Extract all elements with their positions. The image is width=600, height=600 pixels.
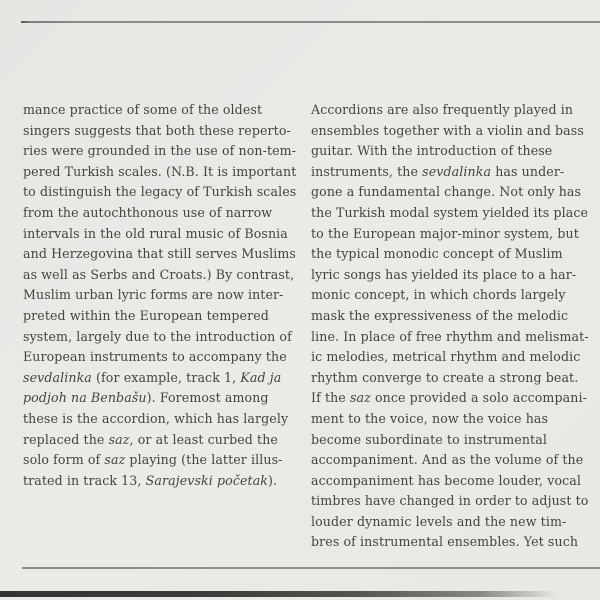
text-segment: ment to the voice, now the voice has [311, 410, 549, 426]
text-segment: ). Foremost among [146, 390, 269, 406]
text-segment: mance practice of some of the oldest [23, 102, 263, 117]
text-segment: once provided a solo accompani- [370, 390, 587, 406]
text-line [23, 450, 295, 471]
text-line [311, 327, 593, 348]
text-line [311, 532, 593, 553]
text-segment: instruments, the [311, 163, 423, 179]
text-line [311, 203, 593, 224]
text-line [311, 162, 593, 183]
text-segment: monic concept, in which chords largely [311, 287, 566, 303]
text-line [23, 347, 295, 368]
bottom-rule [22, 567, 600, 569]
text-line [311, 100, 593, 121]
text-segment: accompaniment has become louder, vocal [311, 472, 582, 488]
text-line [23, 368, 295, 389]
text-segment: mask the expressiveness of the melodic [311, 307, 569, 323]
text-segment: become subordinate to instrumental [311, 431, 547, 447]
text-line [23, 327, 295, 348]
text-segment: replaced the [23, 431, 109, 447]
text-segment: Sarajevski početak [145, 472, 269, 488]
text-segment: the Turkish modal system yielded its place [311, 204, 589, 220]
text-line [311, 430, 593, 451]
text-line [23, 285, 295, 306]
text-segment: pered Turkish scales. (N.B. It is important [23, 163, 297, 179]
text-segment: from the autochthonous use of narrow [23, 204, 273, 220]
text-line [311, 347, 593, 368]
text-segment: Accordions are also frequently played in [311, 102, 574, 117]
text-segment: saz [104, 452, 126, 468]
text-line [23, 388, 295, 409]
text-segment: as well as Serbs and Croats.) By contrast, [23, 266, 295, 282]
text-segment: lyric songs has yielded its place to a har- [311, 266, 577, 282]
text-segment: intervals in the old rural music of Bosnia [23, 225, 288, 241]
text-segment: and Herzegovina that still serves Muslims [23, 246, 296, 262]
text-segment: sevdalinka [23, 369, 92, 385]
text-segment: If the [311, 390, 350, 406]
text-segment: European instruments to accompany the [23, 349, 287, 365]
text-segment: Muslim urban lyric forms are now inter- [23, 287, 284, 303]
text-line [311, 141, 593, 162]
text-line [311, 121, 593, 142]
text-line [23, 203, 295, 224]
left-text-column [23, 100, 295, 491]
text-line [23, 306, 295, 327]
text-line [23, 141, 295, 162]
text-line [311, 285, 593, 306]
text-line [311, 265, 593, 286]
text-segment: has under- [491, 163, 565, 179]
text-segment: ). [268, 472, 278, 488]
text-segment: louder dynamic levels and the new tim- [311, 513, 567, 529]
text-segment: rhythm converge to create a strong beat. [311, 369, 579, 385]
text-line [311, 182, 593, 203]
text-line [23, 162, 295, 183]
text-segment: timbres have changed in order to adjust to [311, 493, 589, 509]
text-segment: ic melodies, metrical rhythm and melodic [311, 349, 581, 365]
text-segment: (for example, track 1, [91, 369, 241, 385]
text-line [311, 409, 593, 430]
text-segment: trated in track 13, [23, 472, 146, 488]
text-segment: to distinguish the legacy of Turkish scales [23, 184, 297, 200]
text-segment: system, largely due to the introduction of [23, 328, 292, 344]
text-segment: preted within the European tempered [23, 307, 269, 323]
text-line [23, 409, 295, 430]
text-segment: sevdalinka [422, 163, 492, 179]
text-line [311, 471, 593, 492]
text-line [23, 182, 295, 203]
text-line [23, 224, 295, 245]
text-segment: to the European major-minor system, but [311, 225, 579, 241]
text-segment: gone a fundamental change. Not only has [311, 184, 582, 200]
text-line [23, 244, 295, 265]
text-line [311, 224, 593, 245]
text-segment: , or at least curbed the [129, 431, 278, 447]
text-segment: ensembles together with a violin and bass [311, 122, 584, 138]
text-segment: saz [349, 390, 371, 406]
text-segment: accompaniment. And as the volume of the [311, 452, 584, 468]
text-line [311, 388, 593, 409]
text-line [311, 491, 593, 512]
text-segment: bres of instrumental ensembles. Yet such [311, 534, 579, 550]
text-line [311, 244, 593, 265]
text-segment: Kad ja [240, 369, 282, 385]
text-line [23, 100, 295, 121]
text-segment: ries were grounded in the use of non-tem- [23, 143, 297, 159]
top-rule [21, 21, 600, 23]
text-segment: guitar. With the introduction of these [311, 143, 553, 159]
text-segment: podjoh na Benbašu [23, 390, 147, 406]
text-line [23, 430, 295, 451]
text-segment: saz [108, 431, 130, 447]
text-line [311, 368, 593, 389]
text-segment: playing (the latter illus- [125, 452, 283, 468]
text-segment: solo form of [23, 452, 105, 468]
page-edge-shadow [0, 591, 600, 597]
text-line [311, 512, 593, 533]
text-line [23, 265, 295, 286]
text-segment: these is the accordion, which has largely [23, 410, 289, 426]
text-segment: line. In place of free rhythm and melismat- [311, 328, 589, 344]
text-line [23, 471, 295, 492]
text-line [23, 121, 295, 142]
text-segment: the typical monodic concept of Muslim [311, 246, 563, 262]
text-line [311, 306, 593, 327]
right-text-column [311, 100, 593, 553]
text-segment: singers suggests that both these reperto- [23, 122, 291, 138]
text-line [311, 450, 593, 471]
